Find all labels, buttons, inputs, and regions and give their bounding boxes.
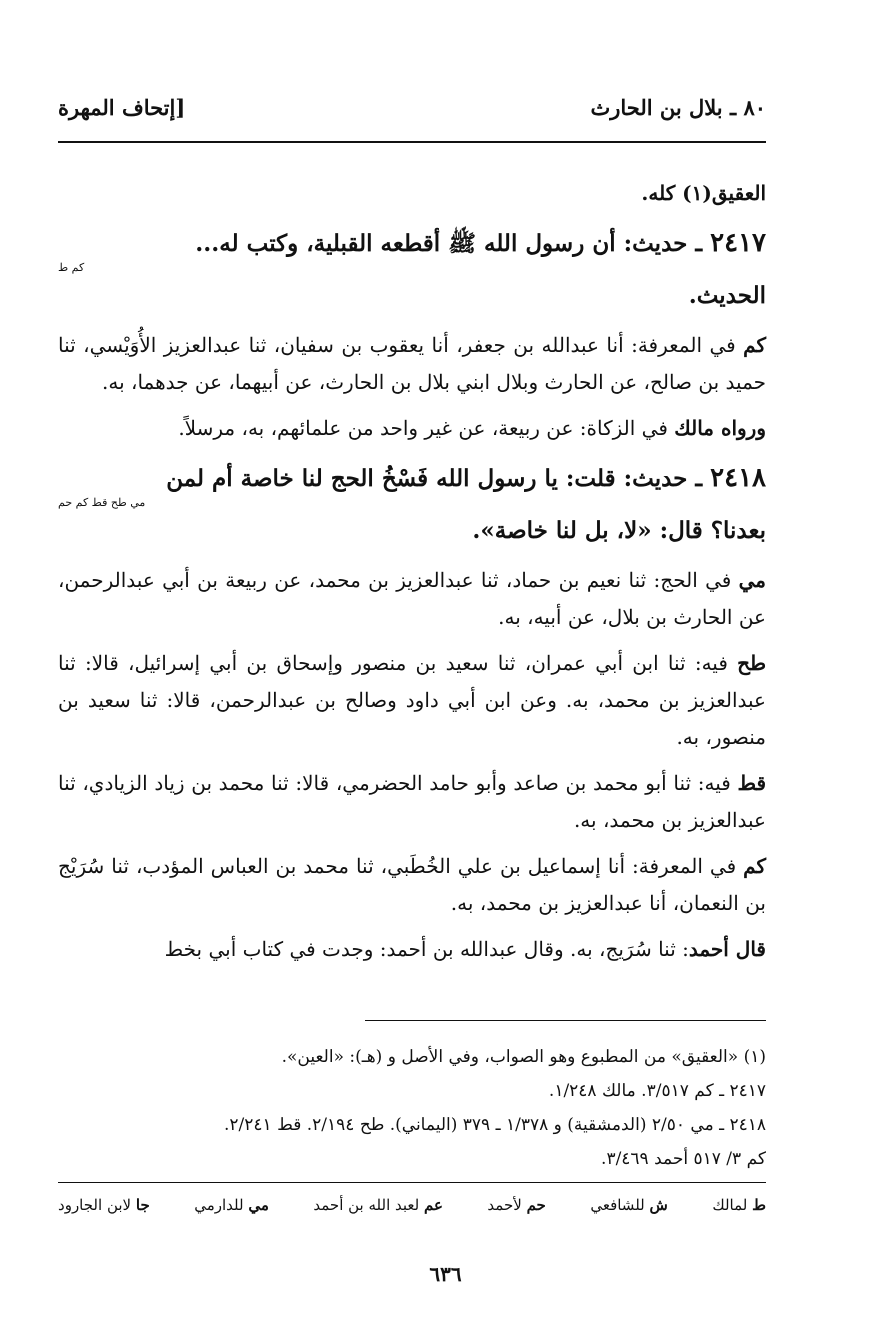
isnad-text: في الحج: ثنا نعيم بن حماد، ثنا عبدالعزيز بن محمد، عن ربيعة بن أبي عبدالرحمن، عن الحارث بن بلال، عن أبيه، به. (58, 568, 766, 629)
legend-item: حم لأحمد (487, 1196, 546, 1214)
main-text (58, 175, 766, 977)
isnad-paragraph (58, 410, 766, 447)
footnote-rule (365, 1020, 766, 1021)
source-codes: كم ط (58, 261, 85, 274)
legend-rule (58, 1182, 766, 1183)
hadith-tail: بعدنا؟ قال: «لا، بل لنا خاصة». (472, 517, 766, 544)
isnad-paragraph (58, 848, 766, 922)
source-code: قال أحمد (688, 937, 766, 961)
legend-item: جا لابن الجارود (58, 1196, 150, 1214)
isnad-paragraph (58, 327, 766, 401)
page-number: ٦٣٦ (429, 1262, 462, 1286)
footnotes (58, 1040, 766, 1176)
hadith-number: ٢٤١٧ (710, 228, 766, 258)
isnad-text: في المعرفة: أنا عبدالله بن جعفر، أنا يعقوب بن سفيان، ثنا عبدالعزيز الأُوَيْسي، ثنا حميد بن صالح، عن الحارث وبلال ابني بلال بن الحارث، عن أبيهما، عن جدهما، به. (58, 333, 766, 394)
isnad-text: فيه: ثنا ابن أبي عمران، ثنا سعيد بن منصور وإسحاق بن أبي إسرائيل، قالا: ثنا عبدالعزيز بن محمد، به. وعن ابن أبي داود وصالح بن عبدالرحمن، قالا: ثنا سعيد بن منصور، به. (58, 651, 766, 749)
footnote-1: (١) «العقيق» من المطبوع وهو الصواب، وفي الأصل و (هـ): «العين». (281, 1047, 766, 1067)
running-header-book: [إتحاف المهرة (58, 95, 186, 120)
source-code: طح (737, 651, 766, 675)
source-code: كم (743, 854, 766, 878)
footnote-2417: ٢٤١٧ ـ كم ٣/٥١٧. مالك ١/٢٤٨. (548, 1081, 766, 1101)
source-code: كم (743, 333, 766, 357)
abbreviation-legend (58, 1196, 766, 1214)
isnad-paragraph (58, 645, 766, 756)
header-rule (58, 141, 766, 143)
footnote-2418: ٢٤١٨ ـ مي ٢/٥٠ (الدمشقية) و ١/٣٧٨ ـ ٣٧٩ (اليماني). طح ٢/١٩٤. قط ٢/٢٤١. (224, 1115, 766, 1135)
isnad-text: في الزكاة: عن ربيعة، عن غير واحد من علمائهم، به، مرسلاً. (178, 416, 675, 440)
legend-item: عم لعبد الله بن أحمد (313, 1196, 443, 1214)
legend-item: ش للشافعي (590, 1196, 668, 1214)
footnote-2418-cont: كم ٣/ ٥١٧ أحمد ٣/٤٦٩. (601, 1149, 766, 1169)
hadith-text: ـ حديث: قلت: يا رسول الله فَسْخُ الحج لنا خاصة أم لمن (166, 465, 711, 492)
source-codes: مي طح قط كم حم (58, 496, 146, 509)
running-header-chapter: ٨٠ ـ بلال بن الحارث (590, 95, 766, 120)
isnad-paragraph (58, 931, 766, 968)
continuation-line: العقيق(١) كله. (641, 181, 766, 205)
legend-item: ط لمالك (712, 1196, 766, 1214)
isnad-paragraph (58, 765, 766, 839)
hadith-2417 (58, 221, 766, 318)
source-code: قط (737, 771, 766, 795)
hadith-text: ـ حديث: أن رسول الله ﷺ أقطعه القبلية، وكتب له... (195, 230, 711, 257)
source-code: مي (738, 568, 766, 592)
source-code: ورواه مالك (674, 416, 766, 440)
isnad-text: فيه: ثنا أبو محمد بن صاعد وأبو حامد الحضرمي، قالا: ثنا محمد بن زياد الزيادي، ثنا عبدالعزيز بن محمد، به. (58, 771, 766, 832)
isnad-paragraph (58, 562, 766, 636)
hadith-2418 (58, 456, 766, 553)
hadith-number: ٢٤١٨ (710, 463, 766, 493)
isnad-text: في المعرفة: أنا إسماعيل بن علي الخُطَبي، ثنا محمد بن العباس المؤدب، ثنا سُرَيْج بن النعمان، أنا عبدالعزيز بن محمد، به. (58, 854, 766, 915)
legend-item: مي للدارمي (194, 1196, 269, 1214)
hadith-tail: الحديث. (688, 282, 766, 309)
isnad-text: : ثنا سُرَيج، به. وقال عبدالله بن أحمد: وجدت في كتاب أبي بخط (164, 937, 689, 961)
